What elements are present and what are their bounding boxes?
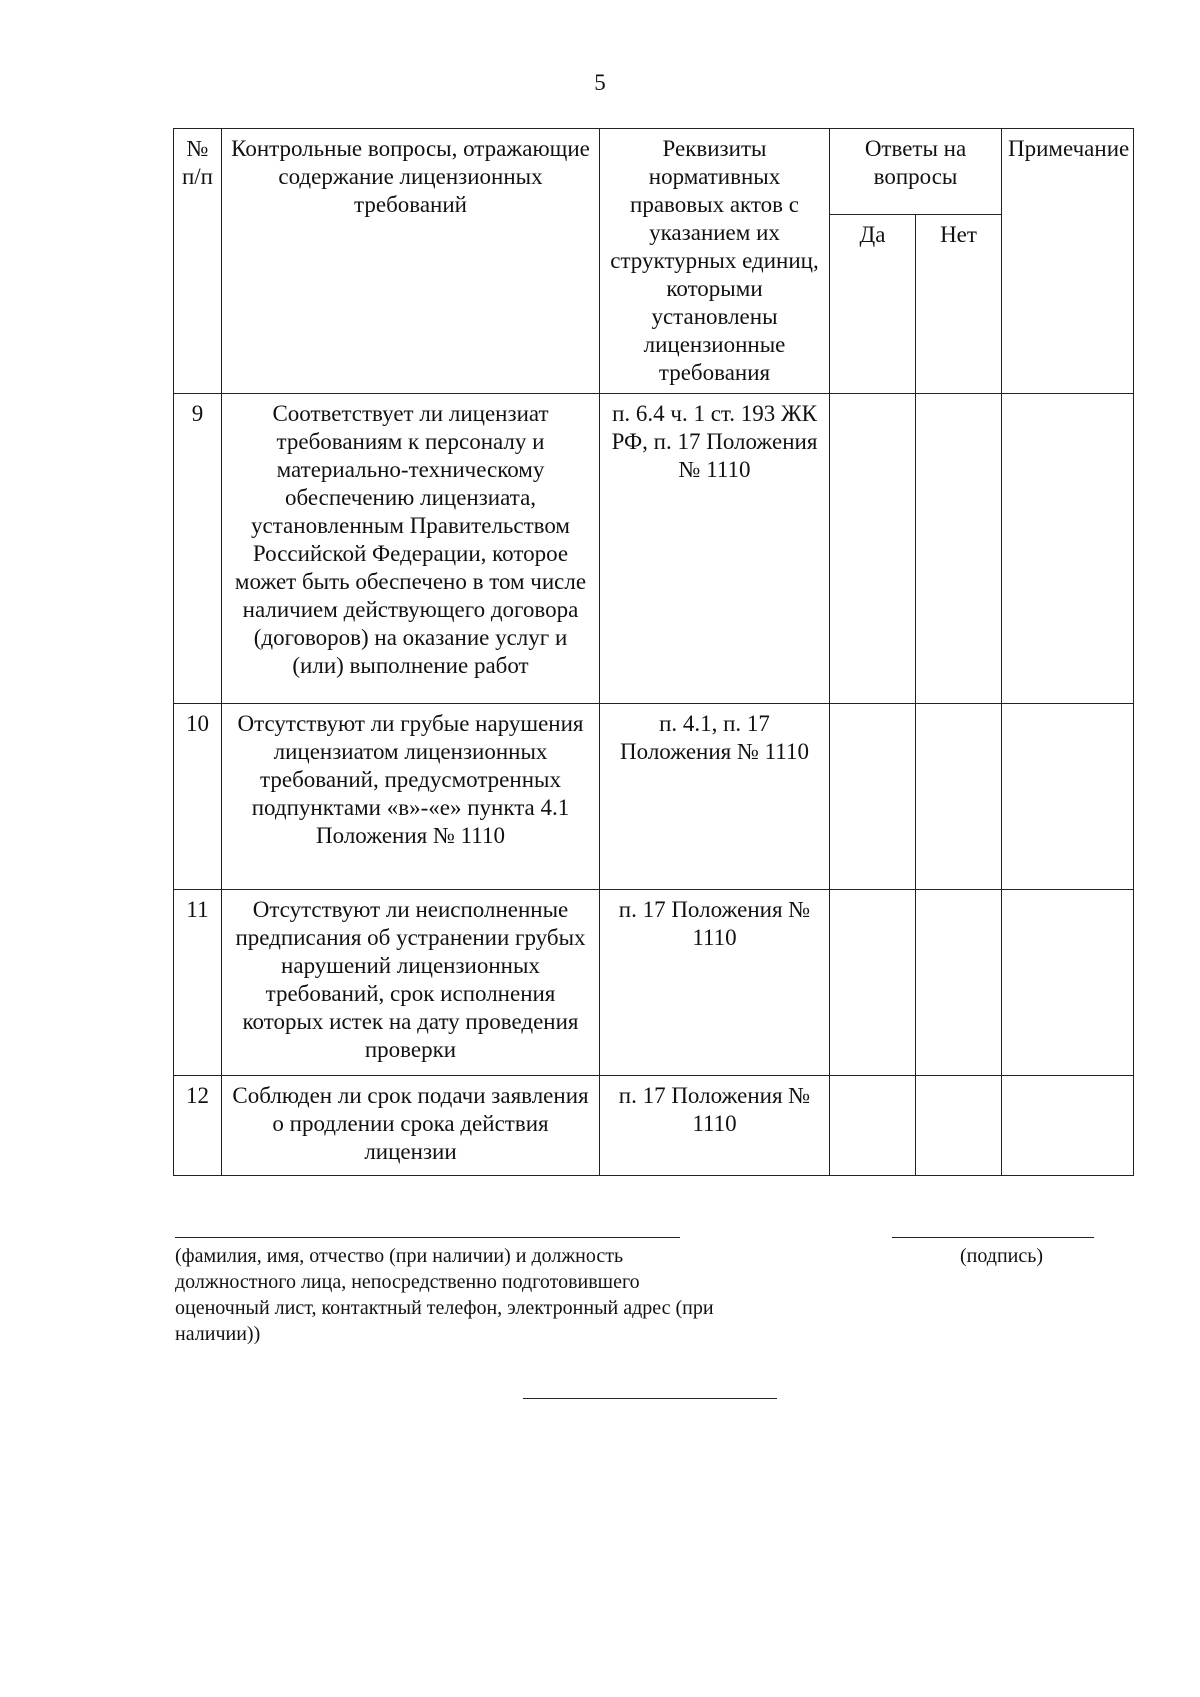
table-header-row xyxy=(174,129,1134,215)
table-row xyxy=(174,704,1134,890)
name-position-caption: (фамилия, имя, отчество (при наличии) и должность должностного лица, непосредственно подготовившего оценочный лист, контактный телефон, электронный адрес (при наличии)) xyxy=(175,1245,714,1345)
row-question: Соблюден ли срок подачи заявления о продлении срока действия лицензии xyxy=(222,1076,600,1176)
row-number: 11 xyxy=(174,890,222,1076)
note-cell[interactable] xyxy=(1002,1076,1134,1176)
row-number: 10 xyxy=(174,704,222,890)
checklist-table xyxy=(173,128,1134,1176)
answer-yes-cell[interactable] xyxy=(830,394,916,704)
table-row xyxy=(174,1076,1134,1176)
row-requisites: п. 17 Положения № 1110 xyxy=(600,890,830,1076)
note-cell[interactable] xyxy=(1002,394,1134,704)
row-requisites: п. 17 Положения № 1110 xyxy=(600,1076,830,1176)
note-cell[interactable] xyxy=(1002,704,1134,890)
header-num: № п/п xyxy=(174,129,222,394)
divider-line xyxy=(523,1398,777,1399)
row-requisites: п. 4.1, п. 17 Положения № 1110 xyxy=(600,704,830,890)
answer-no-cell[interactable] xyxy=(916,890,1002,1076)
page-number: 5 xyxy=(594,70,606,95)
header-requisites: Реквизиты нормативных правовых актов с указанием их структурных единиц, которыми установлены лицензионные требования xyxy=(600,129,830,394)
header-yes: Да xyxy=(830,215,916,394)
table-row xyxy=(174,890,1134,1076)
note-cell[interactable] xyxy=(1002,890,1134,1076)
signature-caption: (подпись) xyxy=(960,1245,1044,1267)
row-question: Соответствует ли лицензиат требованиям к персоналу и материально-техническому обеспечению лицензиата, установленным Правительством Российской Федерации, которое может быть обеспечено в том числе наличием действующего договора (договоров) на оказание услуг и (или) выполнение работ xyxy=(222,394,600,704)
name-position-line[interactable] xyxy=(175,1237,680,1238)
row-question: Отсутствуют ли грубые нарушения лицензиатом лицензионных требований, предусмотренных подпунктами «в»-«е» пункта 4.1 Положения № 1110 xyxy=(222,704,600,890)
header-no: Нет xyxy=(916,215,1002,394)
row-question: Отсутствуют ли неисполненные предписания об устранении грубых нарушений лицензионных требований, срок исполнения которых истек на дату проведения проверки xyxy=(222,890,600,1076)
answer-yes-cell[interactable] xyxy=(830,704,916,890)
header-question: Контрольные вопросы, отражающие содержание лицензионных требований xyxy=(222,129,600,394)
table-row xyxy=(174,394,1134,704)
answer-no-cell[interactable] xyxy=(916,704,1002,890)
answer-yes-cell[interactable] xyxy=(830,1076,916,1176)
signature-line[interactable] xyxy=(892,1237,1094,1238)
answer-no-cell[interactable] xyxy=(916,1076,1002,1176)
row-number: 9 xyxy=(174,394,222,704)
row-requisites: п. 6.4 ч. 1 ст. 193 ЖК РФ, п. 17 Положения № 1110 xyxy=(600,394,830,704)
header-note: Примечание xyxy=(1002,129,1134,394)
header-answers: Ответы на вопросы xyxy=(830,129,1002,215)
answer-no-cell[interactable] xyxy=(916,394,1002,704)
answer-yes-cell[interactable] xyxy=(830,890,916,1076)
row-number: 12 xyxy=(174,1076,222,1176)
